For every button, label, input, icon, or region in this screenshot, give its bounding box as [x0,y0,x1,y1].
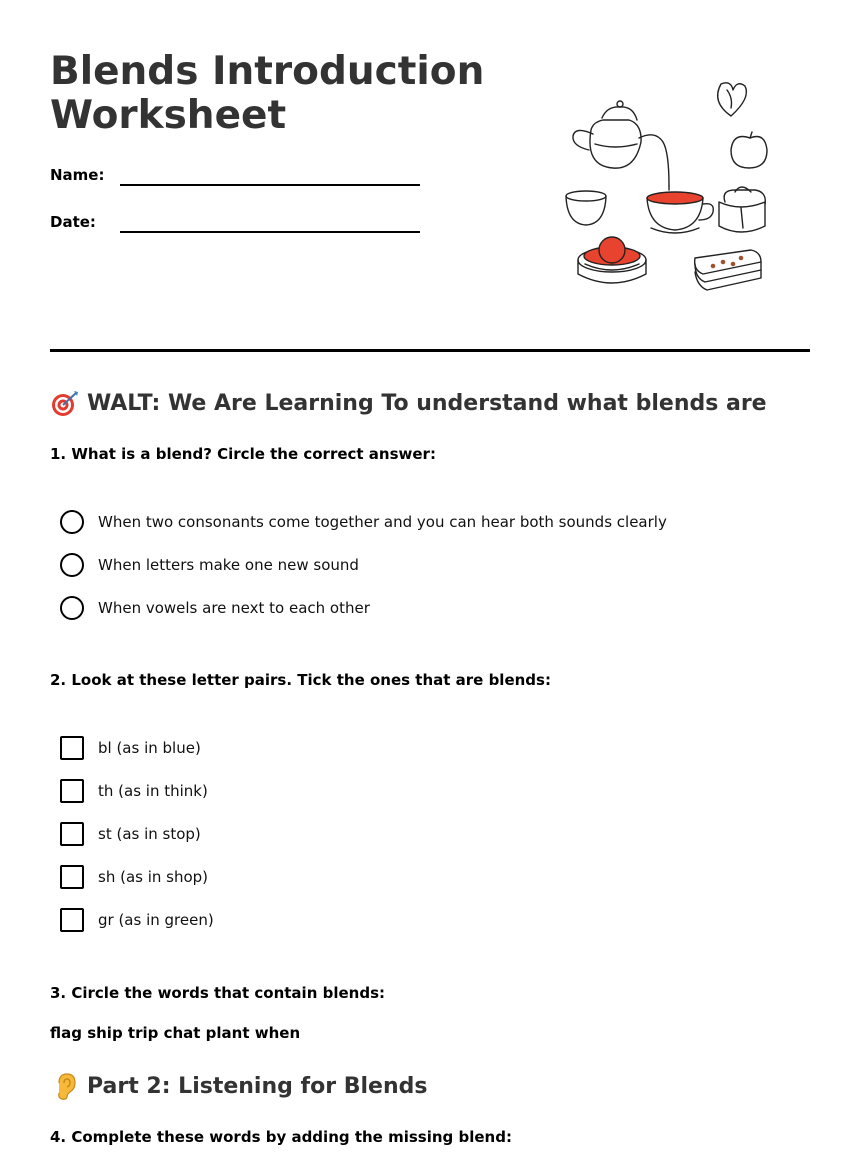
q2-option-1[interactable] [60,735,201,761]
q1-option-2[interactable] [60,552,359,578]
question-1: 1. What is a blend? Circle the correct answer: [50,445,436,463]
q2-option-2[interactable] [60,778,208,804]
date-line[interactable] [120,231,420,233]
target-icon [50,388,80,418]
tea-party-illustration-icon [555,78,785,303]
part-2-heading-text: Part 2: Listening for Blends [87,1073,428,1099]
q2-option-5-checkbox[interactable] [60,908,84,932]
q2-option-3-checkbox[interactable] [60,822,84,846]
name-line[interactable] [120,184,420,186]
title-line-1: Blends Introduction [50,49,485,94]
name-label: Name: [50,166,105,184]
q1-option-3-label: When vowels are next to each other [98,599,370,617]
date-field[interactable] [50,213,430,243]
name-field[interactable] [50,166,430,196]
q1-option-1-label: When two consonants come together and you can hear both sounds clearly [98,513,667,531]
page-title [50,50,490,138]
q2-option-3-label: st (as in stop) [98,825,201,843]
q1-option-1-circle[interactable] [60,510,84,534]
q2-option-4-checkbox[interactable] [60,865,84,889]
q2-option-3[interactable] [60,821,201,847]
q2-option-4[interactable] [60,864,208,890]
ear-icon [50,1071,80,1101]
q1-option-3[interactable] [60,595,370,621]
heart-cookie-icon [718,83,747,116]
teacup-icon [647,192,713,233]
q2-option-2-checkbox[interactable] [60,779,84,803]
q1-option-2-circle[interactable] [60,553,84,577]
q2-option-2-label: th (as in think) [98,782,208,800]
q2-option-5-label: gr (as in green) [98,911,214,929]
title-line-2: Worksheet [50,93,287,138]
date-label: Date: [50,213,96,231]
cake-icon [719,187,765,232]
biscuit-stack-icon [695,250,761,290]
bowl-icon [566,191,606,225]
question-3: 3. Circle the words that contain blends: [50,984,385,1002]
sandwich-icon [578,237,646,283]
q3-word-list[interactable]: flag ship trip chat plant when [50,1024,301,1042]
apple-icon [731,132,767,168]
question-4: 4. Complete these words by adding the missing blend: [50,1128,512,1146]
q2-option-1-label: bl (as in blue) [98,739,201,757]
q1-option-1[interactable] [60,509,667,535]
q2-option-5[interactable] [60,907,214,933]
walt-heading-text: WALT: We Are Learning To understand what blends are [87,390,767,416]
q2-option-4-label: sh (as in shop) [98,868,209,886]
question-2: 2. Look at these letter pairs. Tick the ones that are blends: [50,671,551,689]
q1-option-3-circle[interactable] [60,596,84,620]
header-divider [50,349,810,352]
walt-heading [50,388,767,418]
teapot-icon [573,101,669,186]
q1-option-2-label: When letters make one new sound [98,556,359,574]
part-2-heading [50,1071,427,1101]
q2-option-1-checkbox[interactable] [60,736,84,760]
